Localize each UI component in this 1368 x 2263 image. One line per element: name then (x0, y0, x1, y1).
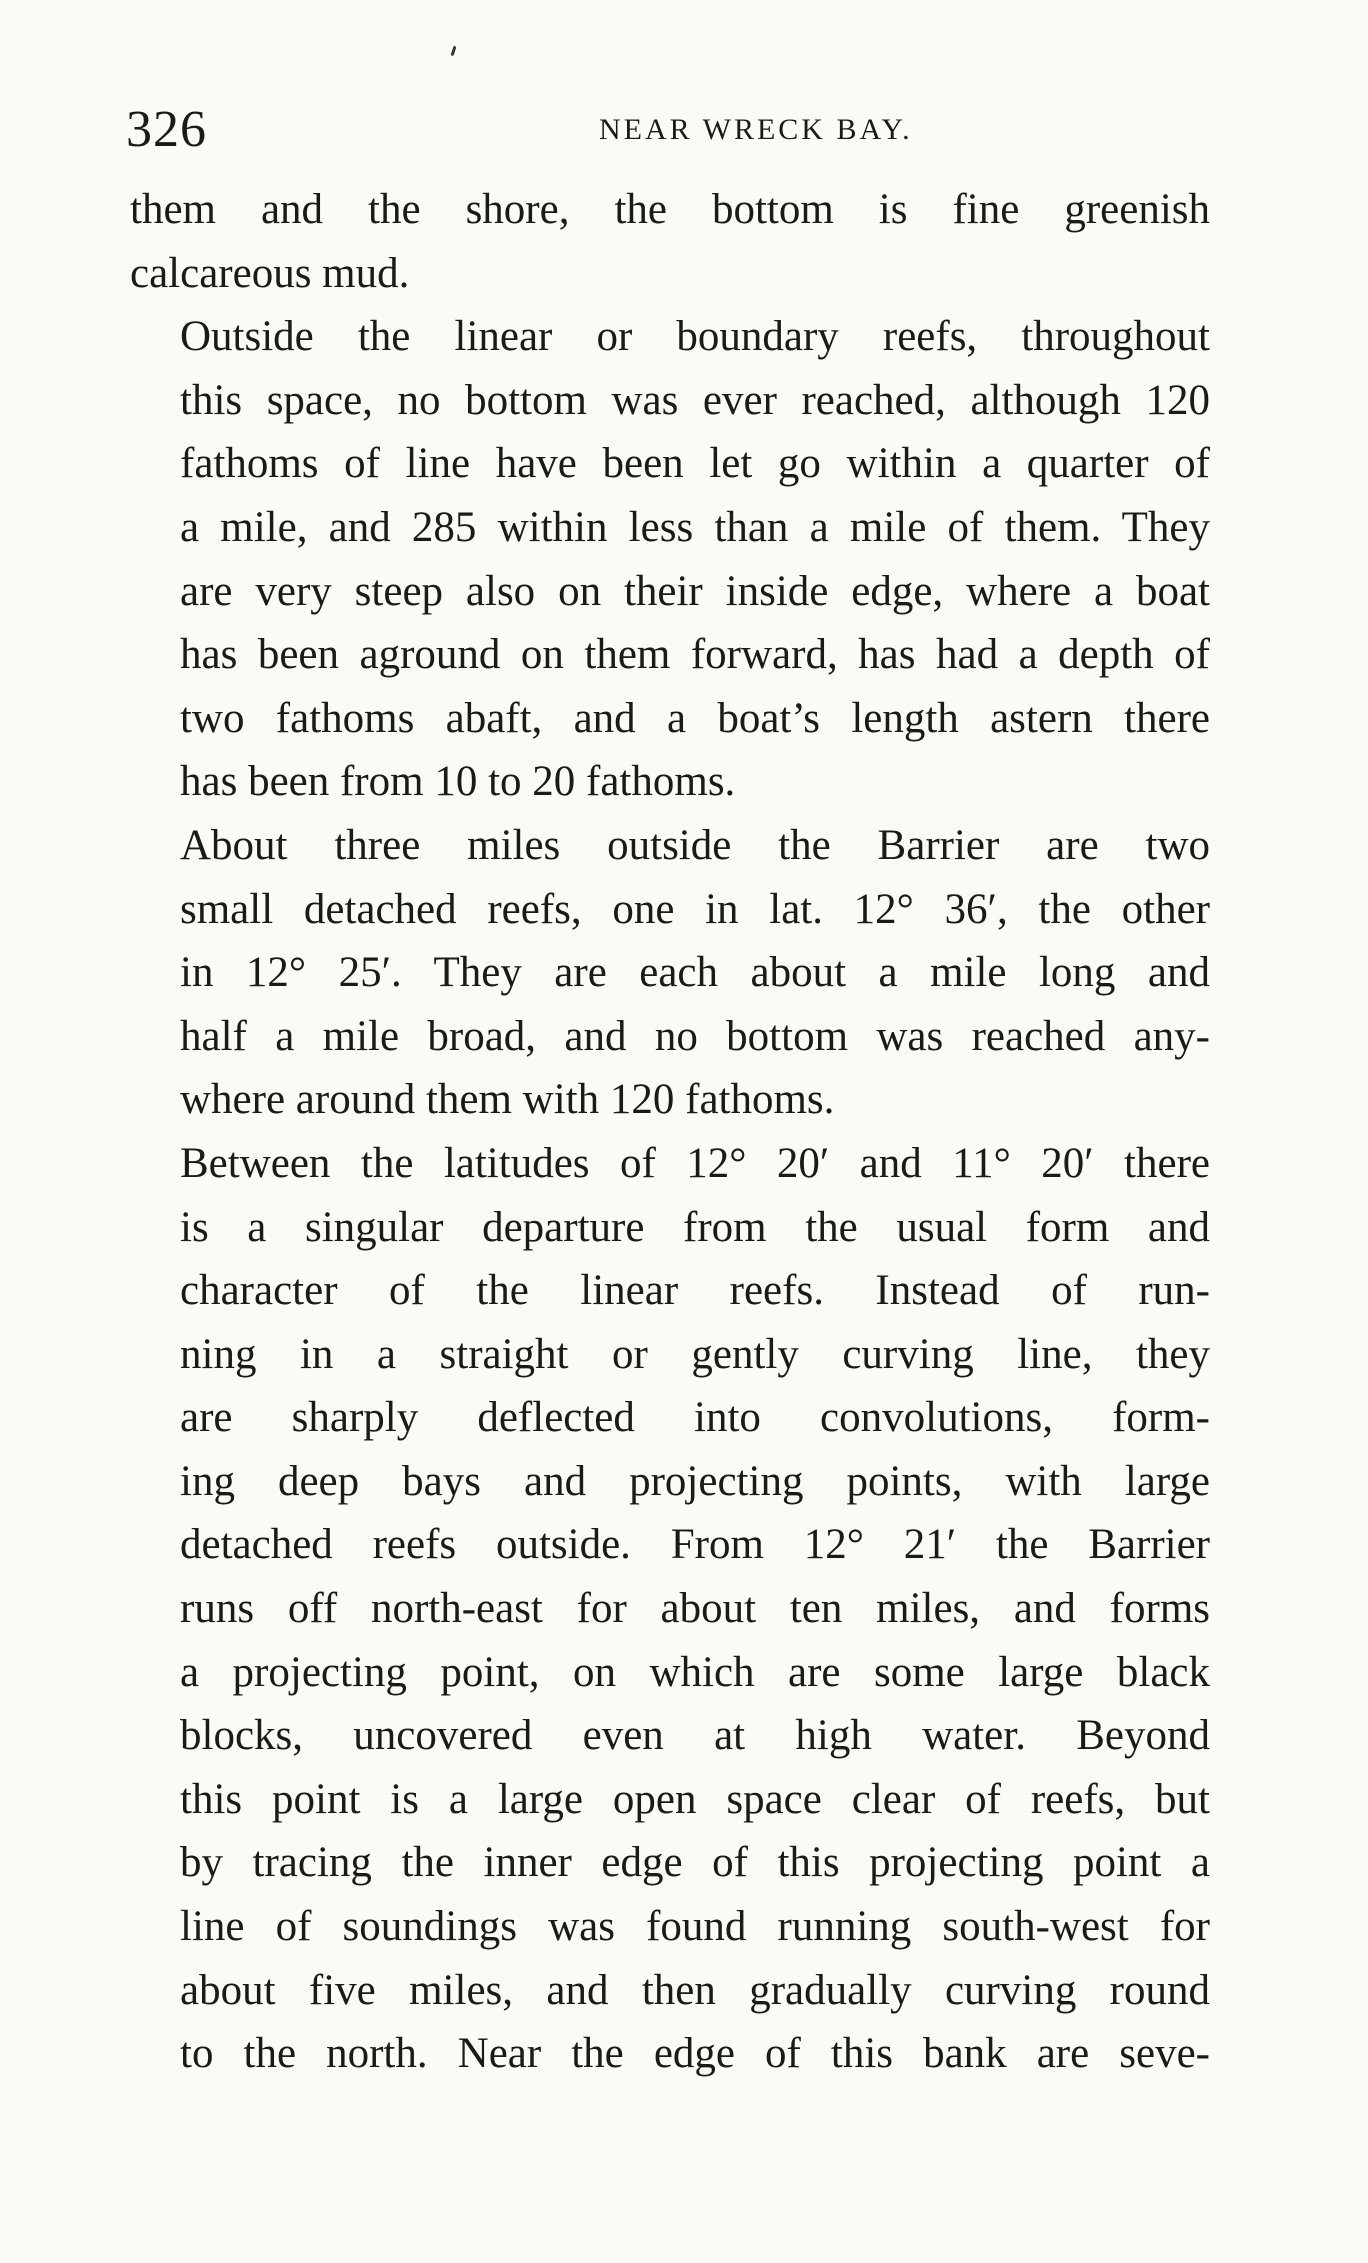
text-line: are sharply deflected into convolutions, form- (180, 1394, 1210, 1442)
text-line: is a singular departure from the usual form and (180, 1203, 1210, 1251)
body-text (130, 178, 1210, 2086)
text-line: calcareous mud. (130, 249, 410, 297)
text-line: to the north. Near the edge of this bank are seve- (180, 2030, 1210, 2078)
text-line: ning in a straight or gently curving line, they (180, 1330, 1210, 1378)
text-line: small detached reefs, one in lat. 12° 36′, the other (180, 885, 1210, 933)
text-line: About three miles outside the Barrier are two (180, 821, 1210, 869)
text-line: line of soundings was found running south-west for (180, 1903, 1210, 1951)
text-line: half a mile broad, and no bottom was reached any- (180, 1012, 1210, 1060)
text-line: about five miles, and then gradually curving round (180, 1966, 1210, 2014)
paragraph (130, 178, 1210, 305)
text-line: has been from 10 to 20 fathoms. (180, 758, 736, 806)
text-line: this point is a large open space clear of reefs, but (180, 1775, 1210, 1823)
text-line: blocks, uncovered even at high water. Beyond (180, 1712, 1210, 1760)
text-line: a projecting point, on which are some large black (180, 1648, 1210, 1696)
ink-speck (451, 46, 457, 56)
page-number: 326 (126, 101, 207, 158)
text-line: has been aground on them forward, has had a depth of (180, 631, 1210, 679)
text-line: Outside the linear or boundary reefs, throughout (180, 313, 1210, 361)
paragraph (130, 814, 1210, 1132)
text-line: Between the latitudes of 12° 20′ and 11° 20′ there (180, 1139, 1210, 1187)
text-line: ing deep bays and projecting points, with large (180, 1457, 1210, 1505)
text-line: them and the shore, the bottom is fine greenish (130, 186, 1210, 233)
text-line: by tracing the inner edge of this projecting point a (180, 1839, 1210, 1887)
text-line: in 12° 25′. They are each about a mile long and (180, 949, 1210, 997)
text-line: this space, no bottom was ever reached, although 120 (180, 376, 1210, 424)
text-line: a mile, and 285 within less than a mile of them. They (180, 503, 1210, 551)
text-line: two fathoms abaft, and a boat’s length astern there (180, 694, 1210, 742)
running-head: NEAR WRECK BAY. (599, 113, 913, 146)
text-line: detached reefs outside. From 12° 21′ the Barrier (180, 1521, 1210, 1569)
page-header (126, 100, 1211, 160)
paragraph (130, 305, 1210, 814)
text-line: runs off north-east for about ten miles, and forms (180, 1585, 1210, 1633)
paragraph (130, 1132, 1210, 2086)
text-line: character of the linear reefs. Instead of run- (180, 1267, 1210, 1315)
text-line: are very steep also on their inside edge, where a boat (180, 567, 1210, 615)
text-line: fathoms of line have been let go within a quarter of (180, 440, 1210, 488)
text-line: where around them with 120 fathoms. (180, 1076, 835, 1124)
